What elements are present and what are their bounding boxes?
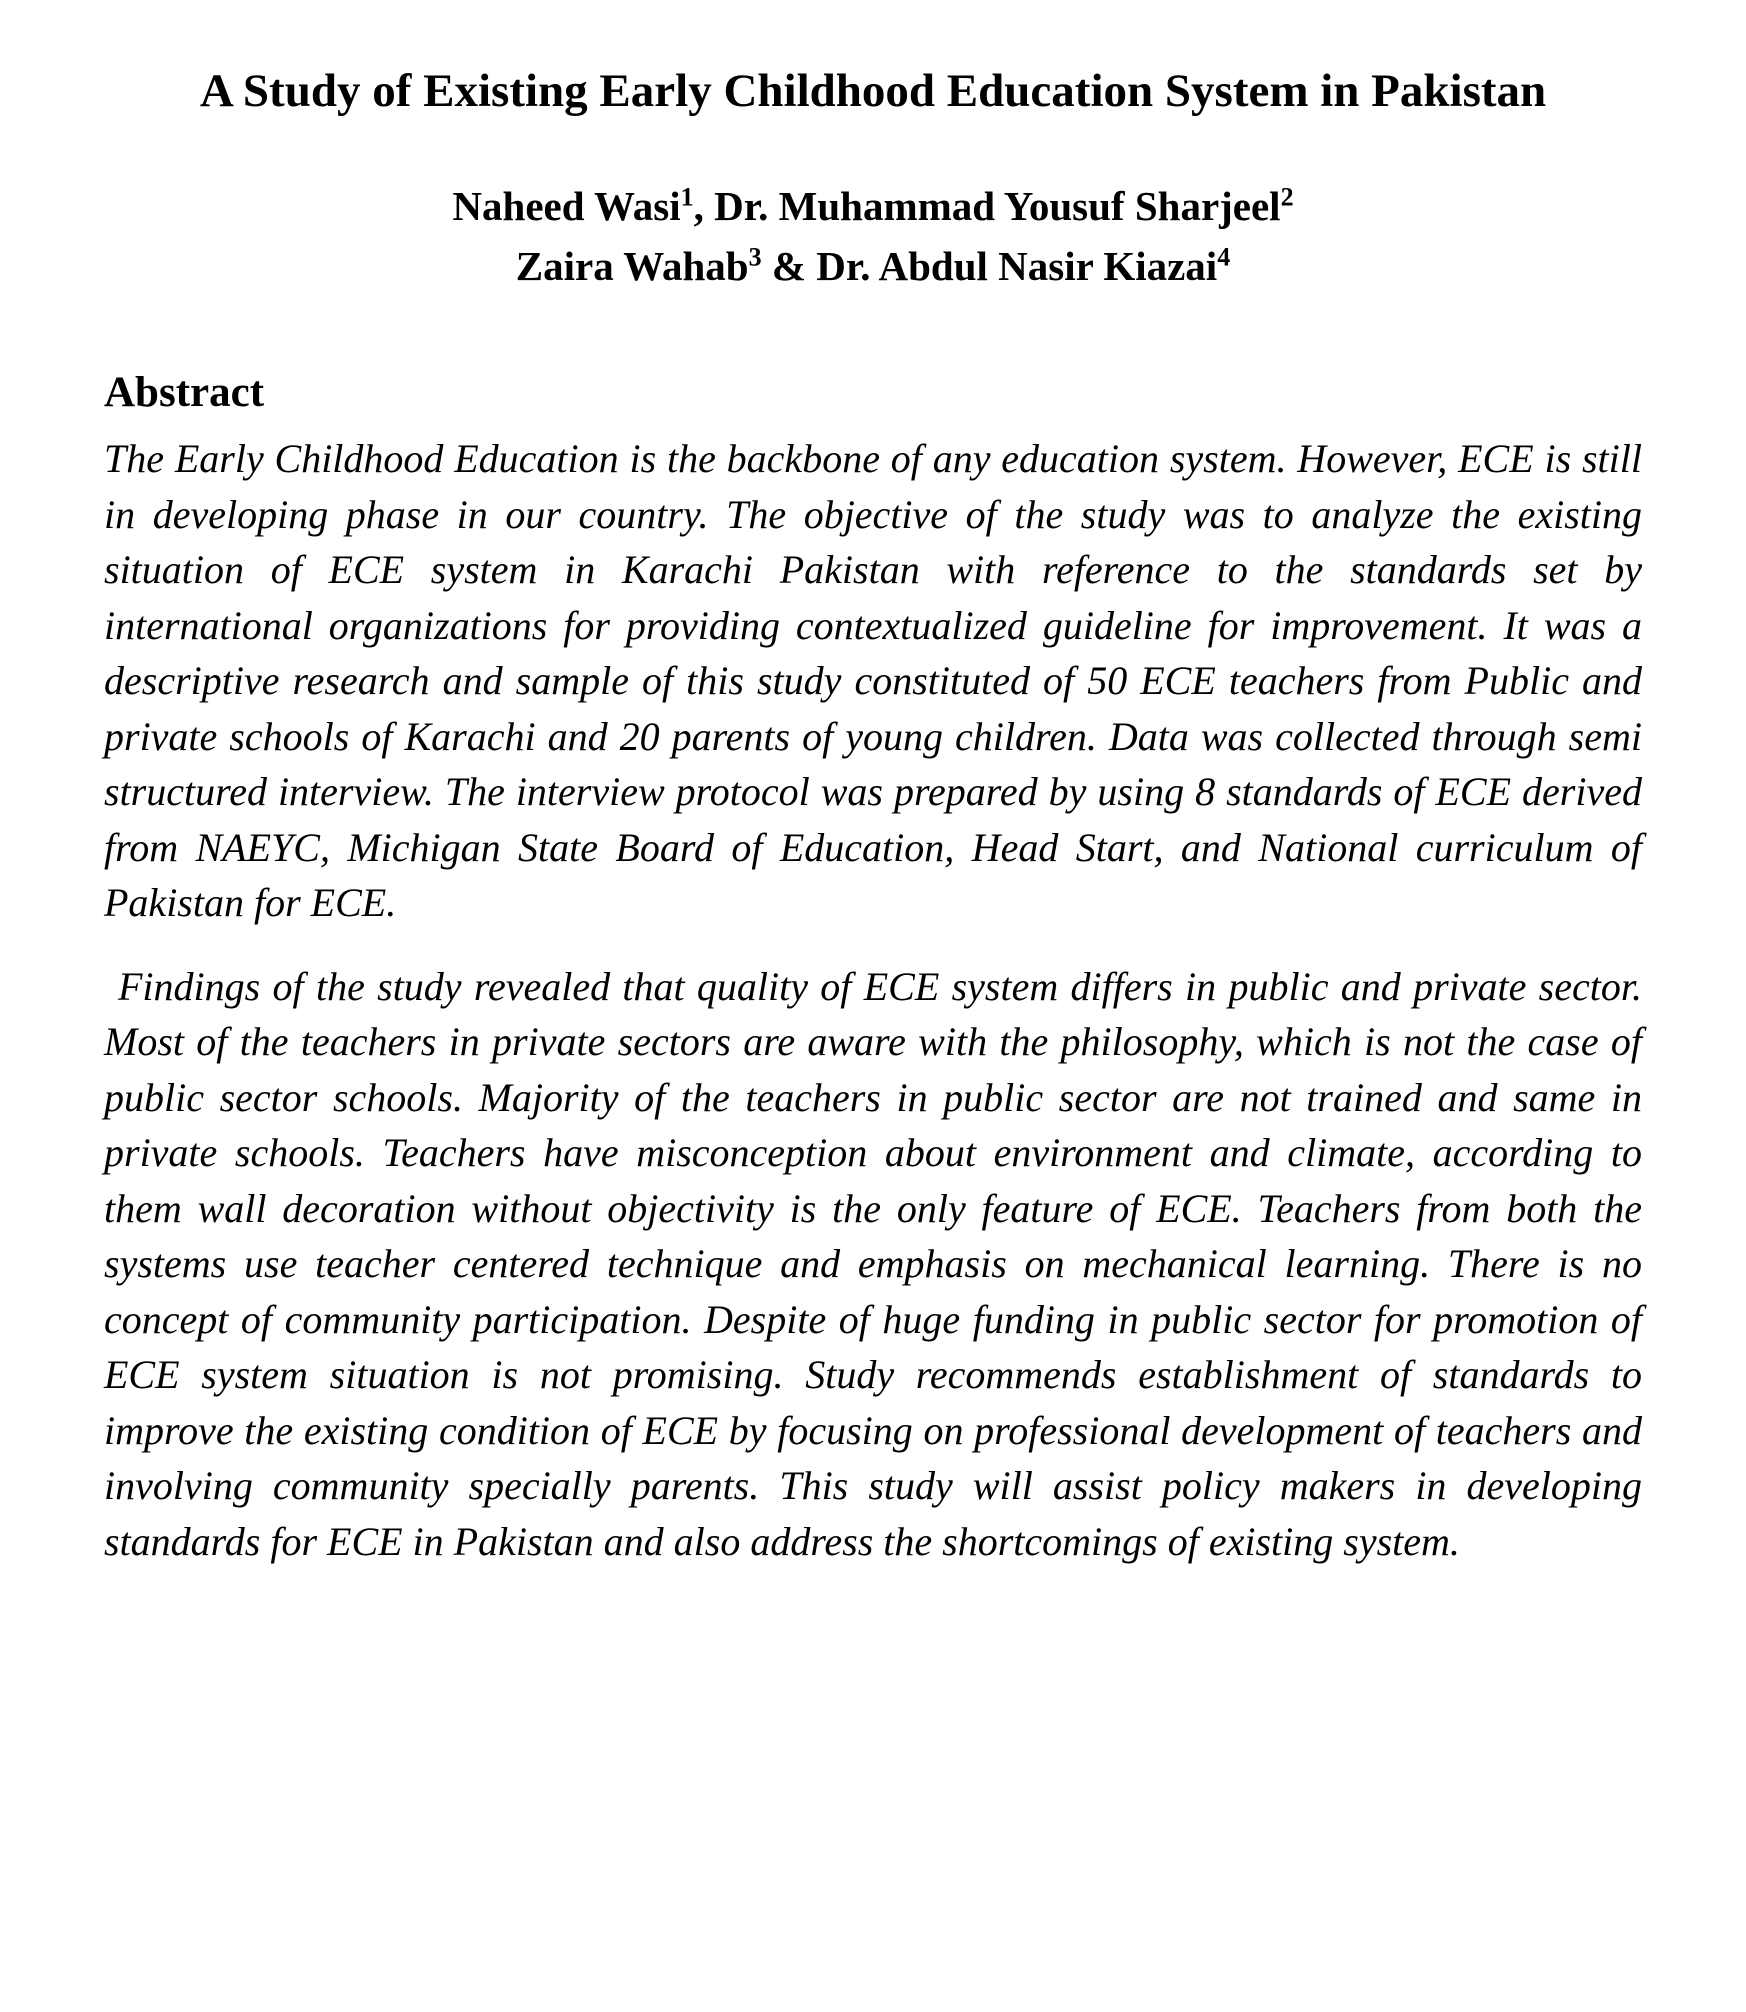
author-name: Naheed Wasi [452, 183, 681, 229]
paper-title: A Study of Existing Early Childhood Education System in Pakistan [199, 65, 1547, 117]
author-affiliation-superscript: 1 [680, 182, 694, 212]
abstract-paragraph-2: Findings of the study revealed that quality of ECE system differs in public and private sector. Most of the teachers in private sectors are aware with the philosophy, which is not the case of public sector schools. Majority of the teachers in public sector are not trained and same in private schools. Teachers have misconception about environment and climate, according to them wall decoration without objectivity is the only feature of ECE. Teachers from both the systems use teacher centered technique and emphasis on mechanical learning. There is no concept of community participation. Despite of huge funding in public sector for promotion of ECE system situation is not promising. Study recommends establishment of standards to improve the existing condition of ECE by focusing on professional development of teachers and involving community specially parents. This study will assist policy makers in developing standards for ECE in Pakistan and also address the shortcomings of existing system. [104, 963, 1642, 1564]
author-name: & Dr. Abdul Nasir Kiazai [761, 243, 1218, 289]
author-affiliation-superscript: 2 [1280, 182, 1294, 212]
author-affiliation-superscript: 3 [748, 242, 762, 272]
author-line-2 [104, 236, 1642, 296]
author-line-1 [104, 176, 1642, 236]
abstract-body [104, 431, 1642, 1569]
abstract-paragraph-1: The Early Childhood Education is the backbone of any education system. However, ECE is still in developing phase in our country. The objective of the study was to analyze the existing situation of ECE system in Karachi Pakistan with reference to the standards set by international organizations for providing contextualized guideline for improvement. It was a descriptive research and sample of this study constituted of 50 ECE teachers from Public and private schools of Karachi and 20 parents of young children. Data was collected through semi structured interview. The interview protocol was prepared by using 8 standards of ECE derived from NAEYC, Michigan State Board of Education, Head Start, and National curriculum of Pakistan for ECE. [104, 436, 1642, 925]
author-name: Zaira Wahab [515, 243, 749, 289]
abstract-heading: Abstract [104, 369, 265, 416]
author-affiliation-superscript: 4 [1217, 242, 1231, 272]
author-block [104, 176, 1642, 296]
author-name: , Dr. Muhammad Yousuf Sharjeel [693, 183, 1281, 229]
